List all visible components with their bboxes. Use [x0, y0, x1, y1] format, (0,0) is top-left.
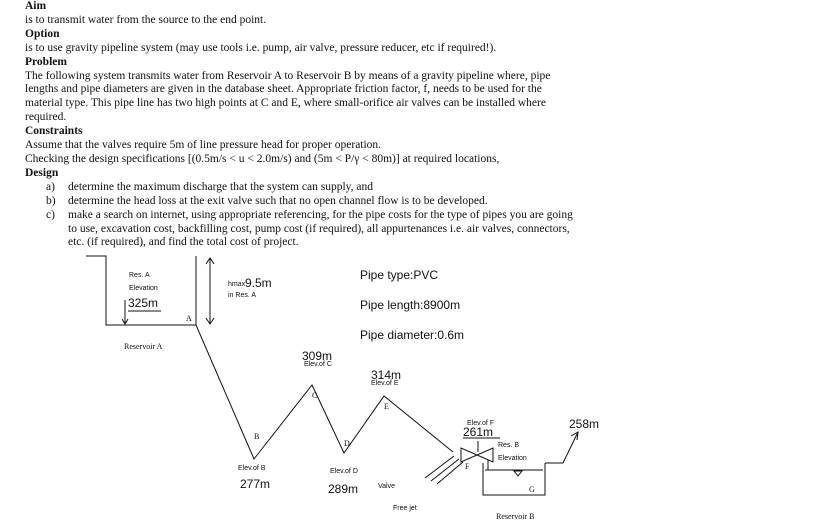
aim-text: is to transmit water from the source to the end point. — [25, 13, 267, 26]
constraints-heading: Constraints — [25, 125, 83, 138]
design-item-line: to use, excavation cost, backfilling cost, pump cost (if required), all appurtenances i.e. air valves, connectors, — [68, 222, 570, 235]
problem-line: required. — [25, 111, 67, 124]
reservoir-b-name: Reservoir B — [496, 512, 535, 521]
elev-e-label: Elev.of E — [371, 380, 399, 387]
reservoir-b-tank — [483, 463, 545, 495]
problem-line: lengths and pipe diameters are given in the database sheet. Appropriate friction factor, f, needs to be used for the — [25, 83, 542, 96]
hmax-sub-label: in Res. A — [228, 292, 257, 299]
pipe-type: Pipe type:PVC — [360, 268, 439, 282]
pipe-diameter: Pipe diameter:0.6m — [360, 328, 465, 342]
pipeline-profile — [196, 325, 453, 459]
elev-c-label: Elev.of C — [304, 361, 332, 368]
point-c-label: C — [312, 391, 318, 400]
design-item-line: determine the maximum discharge that the system can supply, and — [68, 180, 373, 193]
problem-heading: Problem — [25, 55, 67, 68]
valve-icon — [461, 448, 477, 462]
elev-c-value: 309m — [302, 349, 333, 363]
design-item-line: determine the head loss at the exit valve such that no open channel flow is to be developed. — [68, 194, 488, 207]
list-marker: b) — [46, 194, 56, 207]
res-b-label: Res. B — [498, 442, 520, 449]
design-heading: Design — [25, 166, 59, 179]
point-a-label: A — [186, 314, 192, 323]
point-g-label: G — [529, 485, 535, 494]
design-item-line: etc. (if required), and find the total cost of project. — [68, 236, 299, 249]
constraints-line: Assume that the valves require 5m of line pressure head for proper operation. — [25, 139, 382, 152]
option-text: is to use gravity pipeline system (may use tools i.e. pump, air valve, pressure reducer, etc if required!). — [25, 41, 497, 54]
hmax-value: 9.5m — [245, 276, 272, 290]
option-heading: Option — [25, 27, 60, 40]
res-a-label: Res. A — [129, 272, 150, 279]
valve-label: Valve — [378, 483, 395, 490]
problem-line: The following system transmits water from Reservoir A to Reservoir B by means of a gravity pipeline where, pipe — [25, 69, 551, 82]
list-marker: c) — [46, 208, 55, 221]
elev-b-label: Elev.of B — [238, 465, 266, 472]
res-a-elevation-label: Elevation — [129, 285, 158, 292]
hmax-label: hmax — [228, 281, 246, 288]
res-b-elevation-value: 258m — [569, 417, 600, 431]
elev-b-value: 277m — [240, 477, 271, 491]
elev-e-value: 314m — [371, 368, 402, 382]
list-marker: a) — [46, 180, 55, 193]
point-e-label: E — [384, 402, 389, 411]
res-b-elevation-label: Elevation — [498, 455, 527, 462]
design-item-line: make a search on internet, using appropriate referencing, for the pipe costs for the type of pipes you are going — [68, 208, 573, 221]
point-b-label: B — [254, 432, 260, 441]
point-f-label: F — [465, 462, 470, 471]
res-a-elevation-value: 325m — [128, 296, 159, 310]
elev-d-label: Elev.of D — [330, 468, 358, 475]
reservoir-a-name: Reservoir A — [124, 342, 163, 351]
constraints-line: Checking the design specifications [(0.5m/s < u < 2.0m/s) and (5m < P/γ < 80m)] at required locations, — [25, 152, 500, 165]
elev-f-label: Elev.of F — [467, 420, 495, 427]
free-jet-label: Free jet — [393, 505, 417, 512]
aim-heading: Aim — [25, 0, 47, 12]
pipe-length: Pipe length:8900m — [360, 298, 461, 312]
point-d-label: D — [344, 439, 350, 448]
problem-line: material type. This pipe line has two high points at C and E, where small-orifice air valves can be installed where — [25, 97, 546, 110]
elev-f-value: 261m — [463, 425, 494, 439]
elev-d-value: 289m — [328, 482, 359, 496]
